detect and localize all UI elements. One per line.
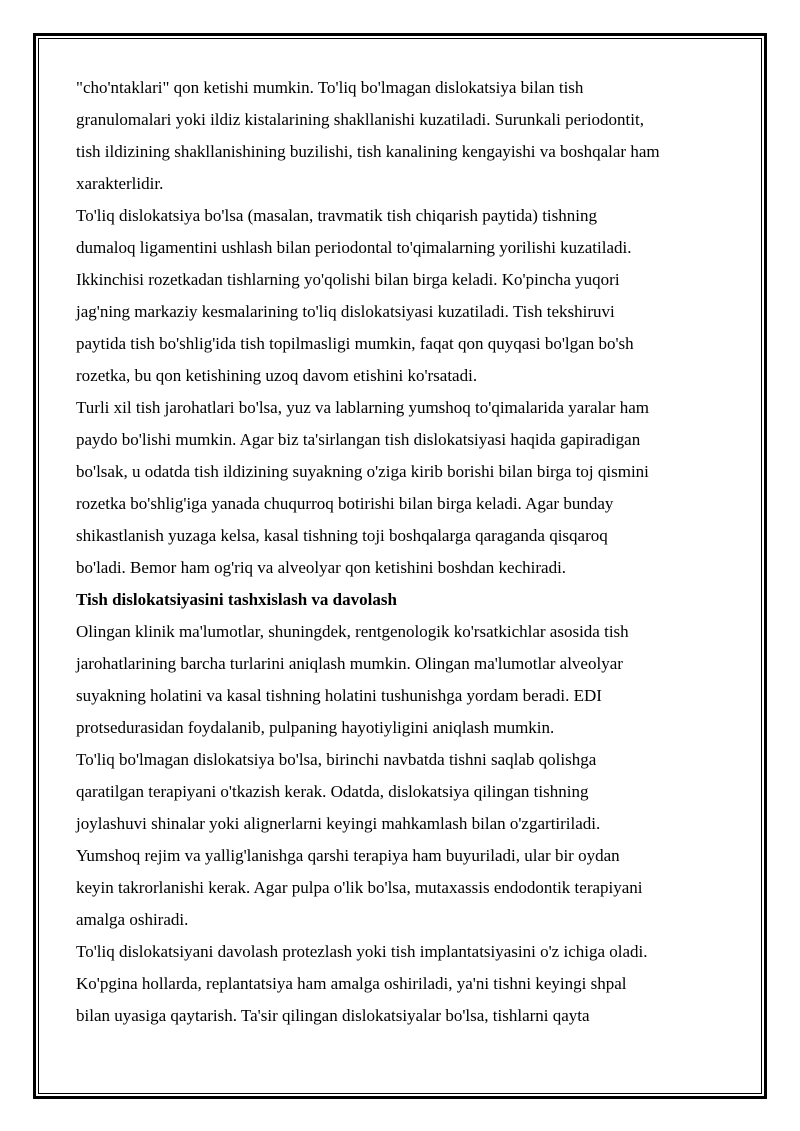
document-body bbox=[76, 72, 736, 1032]
text-line: paytida tish bo'shlig'ida tish topilmasligi mumkin, faqat qon quyqasi bo'lgan bo'sh bbox=[76, 334, 634, 353]
text-line: To'liq bo'lmagan dislokatsiya bo'lsa, birinchi navbatda tishni saqlab qolishga bbox=[76, 750, 597, 769]
text-line: rozetka bo'shlig'iga yanada chuqurroq botirishi bilan birga keladi. Agar bunday bbox=[76, 494, 614, 513]
text-line: To'liq dislokatsiyani davolash protezlash yoki tish implantatsiyasini o'z ichiga oladi. bbox=[76, 942, 648, 961]
text-line: jarohatlarining barcha turlarini aniqlash mumkin. Olingan ma'lumotlar alveolyar bbox=[76, 654, 623, 673]
text-line: jag'ning markaziy kesmalarining to'liq dislokatsiyasi kuzatiladi. Tish tekshiruvi bbox=[76, 302, 615, 321]
text-line: amalga oshiradi. bbox=[76, 910, 189, 929]
text-line: dumaloq ligamentini ushlash bilan periodontal to'qimalarning yorilishi kuzatiladi. bbox=[76, 238, 632, 257]
text-line: qaratilgan terapiyani o'tkazish kerak. Odatda, dislokatsiya qilingan tishning bbox=[76, 782, 589, 801]
text-line: granulomalari yoki ildiz kistalarining shakllanishi kuzatiladi. Surunkali periodontit, bbox=[76, 110, 644, 129]
text-line: keyin takrorlanishi kerak. Agar pulpa o'lik bo'lsa, mutaxassis endodontik terapiyani bbox=[76, 878, 643, 897]
text-line: bilan uyasiga qaytarish. Ta'sir qilingan dislokatsiyalar bo'lsa, tishlarni qayta bbox=[76, 1006, 590, 1025]
text-line: rozetka, bu qon ketishining uzoq davom etishini ko'rsatadi. bbox=[76, 366, 478, 385]
text-line: To'liq dislokatsiya bo'lsa (masalan, travmatik tish chiqarish paytida) tishning bbox=[76, 206, 597, 225]
text-line: joylashuvi shinalar yoki alignerlarni keyingi mahkamlash bilan o'zgartiriladi. bbox=[76, 814, 601, 833]
text-line: xarakterlidir. bbox=[76, 174, 164, 193]
text-line: "cho'ntaklari" qon ketishi mumkin. To'liq bo'lmagan dislokatsiya bilan tish bbox=[76, 78, 584, 97]
text-line: Turli xil tish jarohatlari bo'lsa, yuz va lablarning yumshoq to'qimalarida yaralar ham bbox=[76, 398, 649, 417]
text-line: paydo bo'lishi mumkin. Agar biz ta'sirlangan tish dislokatsiyasi haqida gapiradigan bbox=[76, 430, 641, 449]
section-heading: Tish dislokatsiyasini tashxislash va davolash bbox=[76, 590, 397, 609]
text-line: suyakning holatini va kasal tishning holatini tushunishga yordam beradi. EDI bbox=[76, 686, 602, 705]
text-line: bo'lsak, u odatda tish ildizining suyakning o'ziga kirib borishi bilan birga toj qismini bbox=[76, 462, 649, 481]
text-line: Olingan klinik ma'lumotlar, shuningdek, rentgenologik ko'rsatkichlar asosida tish bbox=[76, 622, 629, 641]
text-line: Ikkinchisi rozetkadan tishlarning yo'qolishi bilan birga keladi. Ko'pincha yuqori bbox=[76, 270, 620, 289]
text-line: tish ildizining shakllanishining buzilishi, tish kanalining kengayishi va boshqalar ham bbox=[76, 142, 660, 161]
text-line: Ko'pgina hollarda, replantatsiya ham amalga oshiriladi, ya'ni tishni keyingi shpal bbox=[76, 974, 627, 993]
text-line: protsedurasidan foydalanib, pulpaning hayotiyligini aniqlash mumkin. bbox=[76, 718, 555, 737]
text-line: Yumshoq rejim va yallig'lanishga qarshi terapiya ham buyuriladi, ular bir oydan bbox=[76, 846, 620, 865]
text-line: shikastlanish yuzaga kelsa, kasal tishning toji boshqalarga qaraganda qisqaroq bbox=[76, 526, 608, 545]
text-line: bo'ladi. Bemor ham og'riq va alveolyar qon ketishini boshdan kechiradi. bbox=[76, 558, 567, 577]
